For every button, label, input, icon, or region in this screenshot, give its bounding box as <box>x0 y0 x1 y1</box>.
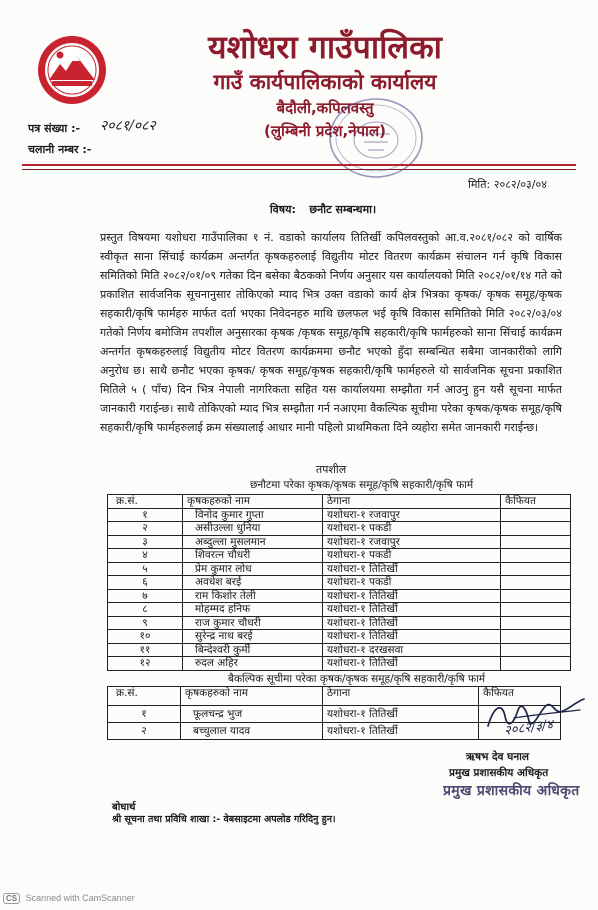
remarks-cell <box>501 643 571 657</box>
selected-farmers-table <box>107 494 571 671</box>
table-row <box>108 603 571 617</box>
table-row <box>108 522 571 536</box>
name-cell: प्रेम कुमार लोध <box>183 562 323 576</box>
address-cell: यशोधरा-१ तितिर्खी <box>323 562 501 576</box>
office-title: गाउँ कार्यपालिकाको कार्यालय <box>213 70 437 94</box>
name-cell: अब्दुल्ला मुसलमान <box>183 535 323 549</box>
address-cell: यशोधरा-१ तितिर्खी <box>323 616 501 630</box>
remarks-cell <box>501 630 571 644</box>
signatory-name: ऋषभ देव घनाल <box>466 751 530 763</box>
address-cell: यशोधरा-१ तितिर्खी <box>323 706 479 723</box>
table-row <box>108 576 571 590</box>
letterhead-divider <box>22 164 576 170</box>
serial-cell: १ <box>108 706 181 723</box>
table-row <box>108 535 571 549</box>
municipality-title: यशोधरा गाउँपालिका <box>208 28 442 66</box>
header-name: कृषकहरुको नाम <box>183 495 323 509</box>
table-row <box>108 616 571 630</box>
designation-rubber-stamp: प्रमुख प्रशासकीय अधिकृत <box>443 783 580 799</box>
table-row <box>108 657 571 671</box>
header-serial: क्र.सं. <box>108 687 181 706</box>
name-cell: राम किशोर तेली <box>183 589 323 603</box>
scanner-watermark-text: Scanned with CamScanner <box>25 893 135 903</box>
dispatch-number-label: चलानी नम्बर :- <box>28 143 92 156</box>
header-name: कृषकहरुको नाम <box>181 687 323 706</box>
table-row <box>108 643 571 657</box>
remarks-cell <box>501 508 571 522</box>
subject-line <box>100 202 546 217</box>
remarks-cell <box>501 535 571 549</box>
letter-date: मिति: २०८२/०३/०४ <box>468 178 547 191</box>
name-cell: सुरेन्द्र नाथ बरई <box>183 630 323 644</box>
serial-cell: ८ <box>108 603 183 617</box>
header-address: ठेगाना <box>323 495 501 509</box>
remarks-cell <box>501 657 571 671</box>
serial-cell: ६ <box>108 576 183 590</box>
table-header-row <box>108 495 571 509</box>
serial-cell: ११ <box>108 643 183 657</box>
remarks-cell <box>501 603 571 617</box>
name-cell: असीउल्ला धुनिया <box>183 522 323 536</box>
address-cell: यशोधरा-१ तितिर्खी <box>323 603 501 617</box>
remarks-cell <box>501 576 571 590</box>
office-location: बैदौली,कपिलवस्तु <box>276 99 374 117</box>
serial-cell: ७ <box>108 589 183 603</box>
office-province: (लुम्बिनी प्रदेश,नेपाल) <box>264 122 386 140</box>
name-cell: राज कुमार चौधरी <box>183 616 323 630</box>
address-cell: यशोधरा-१ रजवापुर <box>323 535 501 549</box>
subject-text: छनौट सम्बन्धमा। <box>309 203 377 216</box>
address-cell: यशोधरा-१ तितिर्खी <box>323 630 501 644</box>
selected-table-body <box>108 508 571 670</box>
name-cell: फूलचन्द्र भुज <box>181 706 323 723</box>
name-cell: अवधेश बरई <box>183 576 323 590</box>
header-address: ठेगाना <box>323 687 479 706</box>
header-remarks: कैफियत <box>479 687 561 706</box>
table-row <box>108 630 571 644</box>
serial-cell: २ <box>108 723 181 740</box>
details-heading: तपशील <box>315 463 347 476</box>
serial-cell: १ <box>108 508 183 522</box>
address-cell: यशोधरा-१ रजवापुर <box>323 508 501 522</box>
serial-cell: ५ <box>108 562 183 576</box>
remarks-cell <box>501 589 571 603</box>
address-cell: यशोधरा-१ पकडी <box>323 549 501 563</box>
serial-cell: ३ <box>108 535 183 549</box>
address-cell: यशोधरा-१ तितिर्खी <box>323 723 479 740</box>
name-cell: बिन्देश्वरी कुर्मी <box>183 643 323 657</box>
cc-recipient-line: श्री सूचना तथा प्रविधि शाखा :- वेबसाइटमा अपलोड गरिदिनु हुन। <box>112 814 336 825</box>
serial-cell: १२ <box>108 657 183 671</box>
selected-list-caption: छनौटमा परेका कृषक/कृषक समूह/कृषि सहकारी/कृषि फार्म <box>250 479 474 491</box>
remarks-cell <box>501 549 571 563</box>
address-cell: यशोधरा-१ पकडी <box>323 576 501 590</box>
header-serial: क्र.सं. <box>108 495 183 509</box>
name-cell: मोहम्मद हनिफ <box>183 603 323 617</box>
serial-cell: १० <box>108 630 183 644</box>
header-remarks: कैफियत <box>501 495 571 509</box>
signature-handwritten-date: २०८२/३/४ <box>503 717 555 739</box>
municipality-emblem-icon <box>36 34 108 106</box>
name-cell: रुदल अहिर <box>183 657 323 671</box>
table-row <box>108 549 571 563</box>
remarks-cell <box>501 616 571 630</box>
name-cell: शिवरत्न चौधरी <box>183 549 323 563</box>
table-row <box>108 508 571 522</box>
serial-cell: ४ <box>108 549 183 563</box>
address-cell: यशोधरा-१ तितिर्खी <box>323 589 501 603</box>
serial-cell: ९ <box>108 616 183 630</box>
address-cell: यशोधरा-१ तितिर्खी <box>323 657 501 671</box>
table-row <box>108 562 571 576</box>
remarks-cell <box>501 522 571 536</box>
serial-cell: २ <box>108 522 183 536</box>
signatory-designation: प्रमुख प्रशासकीय अधिकृत <box>449 767 549 779</box>
address-cell: यशोधरा-१ पकडी <box>323 522 501 536</box>
name-cell: बच्चुलाल यादव <box>181 723 323 740</box>
subject-label: विषय: <box>269 203 296 216</box>
scanner-watermark <box>3 893 135 904</box>
table-row <box>108 589 571 603</box>
alternate-list-caption: बैकल्पिक सूचीमा परेका कृषक/कृषक समूह/कृषि सहकारी/कृषि फार्म <box>228 673 486 685</box>
letter-number-value: २०८१/०८२ <box>100 118 156 134</box>
letter-body: प्रस्तुत विषयमा यशोधरा गाउँपालिका १ नं. वडाको कार्यालय तितिर्खी कपिलवस्तुको आ.व.२०८१/०८२ को वार्षिक स्वीकृत साना सिंचाई कार्यक्रम अन्तर्गत कृषकहरुलाई विद्युतीय मोटर वितरण कार्यक्रम संचालन गर्न कृषि विकास समितिको मिति २०८२/०१/०९ गतेका दिन बसेका बैठकको निर्णय अनुसार यस कार्यालयको मिति २०८२/०१/१४ गते को प्रकाशित सार्वजनिक सूचनानुसार तोकिएको म्याद भित्र उक्त वडाको कार्य क्षेत्र भित्रका कृषक/ कृषक समूह/कृषक सहकारी/कृषि फार्महरु मार्फत दर्ता भएका निवेदनहरु माथि छलफल भई कृषि विकास समितिको मिति २०८२/०३/०४ गतेको निर्णय बमोजिम तपशील अनुसारका कृषक /कृषक समूह/कृषि सहकारी/कृषि फार्महरुको साना सिंचाई कार्यक्रम अन्तर्गत कृषकहरुलाई विद्युतीय मोटर वितरण कार्यक्रममा छनौट भएको हुँदा सम्बन्धित सबैमा जानकारीको लागि अनुरोध छ। साथै छनौट भएका कृषक/ कृषक समूह/कृषक सहकारी/कृषि फार्महरुले यो सार्वजनिक सूचना प्रकाशित मितिले ५ ( पाँच) दिन भित्र नेपाली नागरिकता सहित यस कार्यालयमा सम्झौता गर्न आउनु हुन यसै सूचना मार्फत जानकारी गराईन्छ। साथै तोकिएको म्याद भित्र सम्झौता गर्न नआएमा वैकल्पिक सूचीमा परेका कृषक/कृषक समूह/कृषि सहकारी/कृषि फार्महरुलाई क्रम संख्यालाई आधार मानी पहिलो प्राथमिकता दिने व्यहोरा समेत जानकारी गराईन्छ। <box>100 231 562 434</box>
letter-number-label: पत्र संख्या :- <box>28 122 81 135</box>
name-cell: विनोद कुमार गुप्ता <box>183 508 323 522</box>
camscanner-logo-icon: CS <box>3 893 20 904</box>
cc-label: बोधार्थ <box>112 802 136 813</box>
remarks-cell <box>501 562 571 576</box>
address-cell: यशोधरा-१ दरखसवा <box>323 643 501 657</box>
